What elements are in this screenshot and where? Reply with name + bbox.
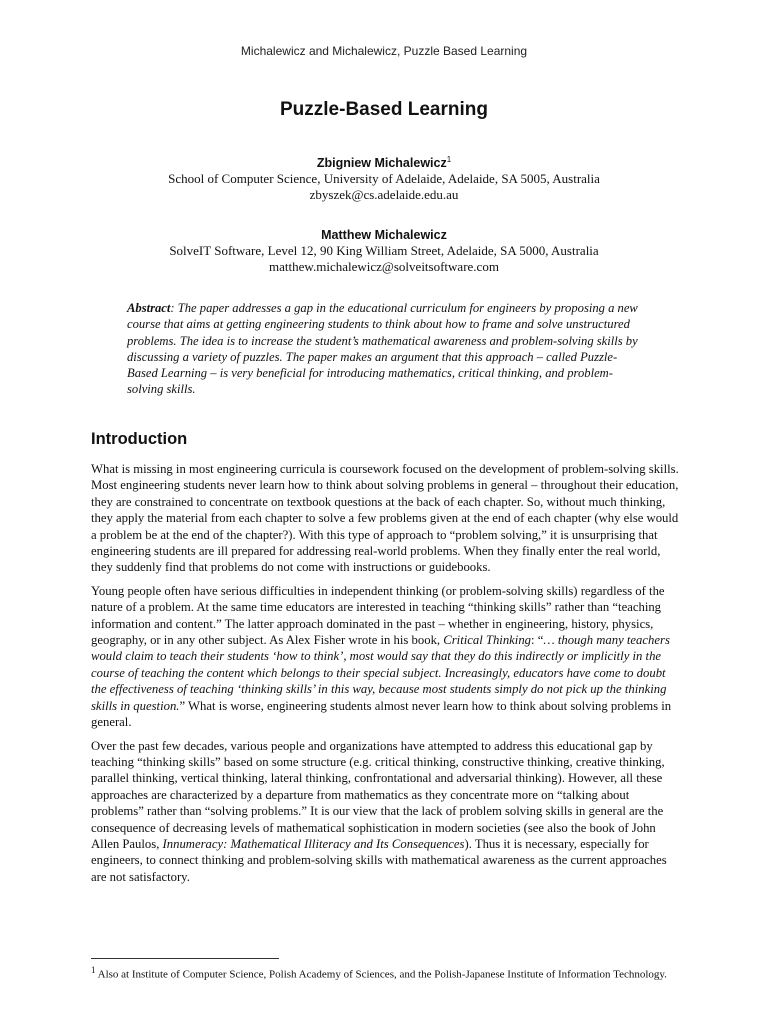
paragraph-text: ). Thus it is necessary, especially for engineers, to connect thinking and problem-solving skills with mathematical awareness as the current approaches are not satisfactory. [91,836,667,884]
paragraph-text: ” What is worse, engineering students almost never learn how to think about solving problems in general. [91,698,672,730]
footnote-text: Also at Institute of Computer Science, Polish Academy of Sciences, and the Polish-Japanese Institute of Information Technology. [95,968,667,981]
author-email: matthew.michalewicz@solveitsoftware.com [269,259,499,274]
author-name-text: Zbigniew Michalewicz [316,156,447,171]
paragraph-text: : “ [531,633,544,648]
author-affiliation: School of Computer Science, University of Adelaide, Adelaide, SA 5005, Australia [168,171,600,187]
footnote-divider [91,958,279,959]
introduction-body [91,461,679,892]
author-email: zbyszek@cs.adelaide.edu.au [309,187,459,203]
abstract-text: : The paper addresses a gap in the educational curriculum for engineers by proposing a new course that aims at getting engineering students to think about how to frame and solve unstructured problems. The idea is to increase the student’s mathematical awareness and problem-solving skills by discussing a variety of puzzles. The paper makes an argument that this approach – called Puzzle-Based Learning – is very beneficial for introducing mathematics, critical thinking, and problem-solving skills. [127,301,638,397]
paragraph-2 [91,583,679,731]
footnote-mark: 1 [91,965,96,975]
paragraph-text: Over the past few decades, various people and organizations have attempted to address this educational gap by teaching “thinking skills” based on some structure (e.g. critical thinking, constructive thinking, creative thinking, parallel thinking, vertical thinking, lateral thinking, confrontational and adversarial thinking). However, all these approaches are characterized by a departure from mathematics as they concentrate more on “talking about problems” rather than “solving problems.” It is our view that the lack of problem solving skills in general are the consequence of decreasing levels of mathematical sophistication in modern societies (see also the book of John Allen Paulos, [91,738,665,851]
author-block-2 [0,227,768,275]
running-header: Michalewicz and Michalewicz, Puzzle Based Learning [240,44,528,58]
footnote-marker: 1 [446,155,452,164]
author-name [0,152,768,171]
block-quote: … though many teachers would claim to teach their students ‘how to think’, most would say that they do this indirectly or implicitly in the course of teaching the content which belongs to their special subject. Increasingly, educators have come to doubt the effectiveness of teaching ‘thinking skills’ in this way, because most students simply do not pick up the thinking skills in question. [91,633,670,713]
book-title: Innumeracy: Mathematical Illiteracy and Its Consequences [162,836,465,851]
section-heading-introduction: Introduction [91,430,188,448]
abstract-label: Abstract [127,301,171,315]
paragraph-1: What is missing in most engineering curricula is coursework focused on the development of problem-solving skills. Most engineering students never learn how to think about solving problems in general – throughout their education, they are constrained to concentrate on textbook questions at the back of each chapter. So, without much thinking, they apply the material from each chapter to solve a few problems given at the end of each chapter (why else would a problem be at the end of the chapter?). With this type of approach to “problem solving,” it is unsurprising that engineering students are ill prepared for addressing real-world problems. When they finally enter the real world, they suddenly find that problems do not come with instructions or guidebooks. [91,462,679,575]
paragraph-text: Young people often have serious difficulties in independent thinking (or problem-solving skills) regardless of the nature of a problem. At the same time educators are interested in teaching “thinking skills” rather than “teaching information and content.” The latter approach dominated in the past – whether in engineering, history, physics, geography, or in any other subject. As Alex Fisher wrote in his book, [91,583,665,648]
author-name: Matthew Michalewicz [321,228,447,242]
author-affiliation: SolveIT Software, Level 12, 90 King William Street, Adelaide, SA 5000, Australia [169,243,599,258]
paper-title: Puzzle-Based Learning [280,99,488,120]
footnote [91,963,679,983]
book-title: Critical Thinking [443,633,532,648]
abstract [127,300,647,398]
author-block-1 [0,152,768,203]
paragraph-3 [91,738,679,886]
